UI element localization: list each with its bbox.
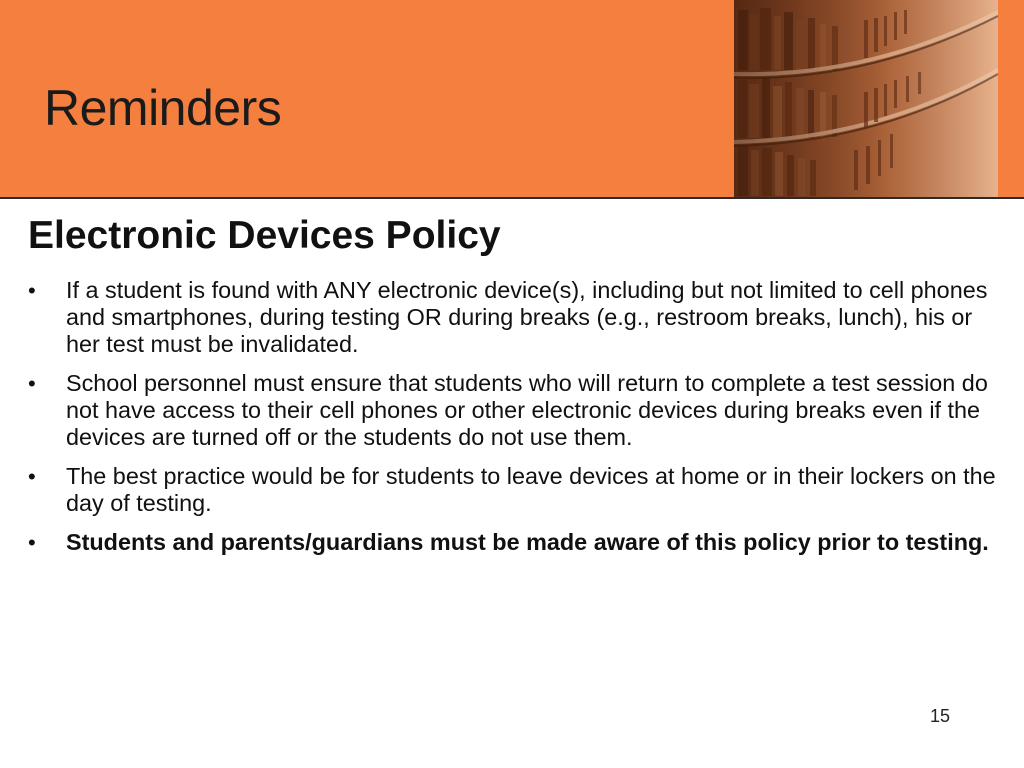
bullet-item-emphasis [28, 529, 1003, 556]
bullet-text: School personnel must ensure that students who will return to complete a test session do not have access to their cell phones or other electronic devices during breaks even if the devices are turned off or the students do not use them. [66, 370, 988, 450]
header-divider [0, 197, 1024, 199]
bullet-text: If a student is found with ANY electronic device(s), including but not limited to cell phones and smartphones, during testing OR during breaks (e.g., restroom breaks, lunch), his or her test must be invalidated. [66, 277, 988, 357]
library-bookshelves-photo [734, 0, 998, 197]
bullet-text: The best practice would be for students to leave devices at home or in their lockers on the day of testing. [66, 463, 996, 516]
section-heading: Electronic Devices Policy [28, 214, 501, 257]
bullet-item [28, 370, 1003, 451]
bullet-icon: • [28, 530, 36, 555]
bullet-icon: • [28, 464, 36, 489]
bullet-icon: • [28, 278, 36, 303]
slide-title: Reminders [44, 80, 282, 136]
bullet-text: Students and parents/guardians must be made aware of this policy prior to testing. [66, 529, 989, 555]
bullet-item [28, 277, 1003, 358]
bullet-list [28, 277, 1003, 568]
bullet-item [28, 463, 1003, 517]
page-number: 15 [930, 706, 951, 726]
bullet-icon: • [28, 371, 36, 396]
